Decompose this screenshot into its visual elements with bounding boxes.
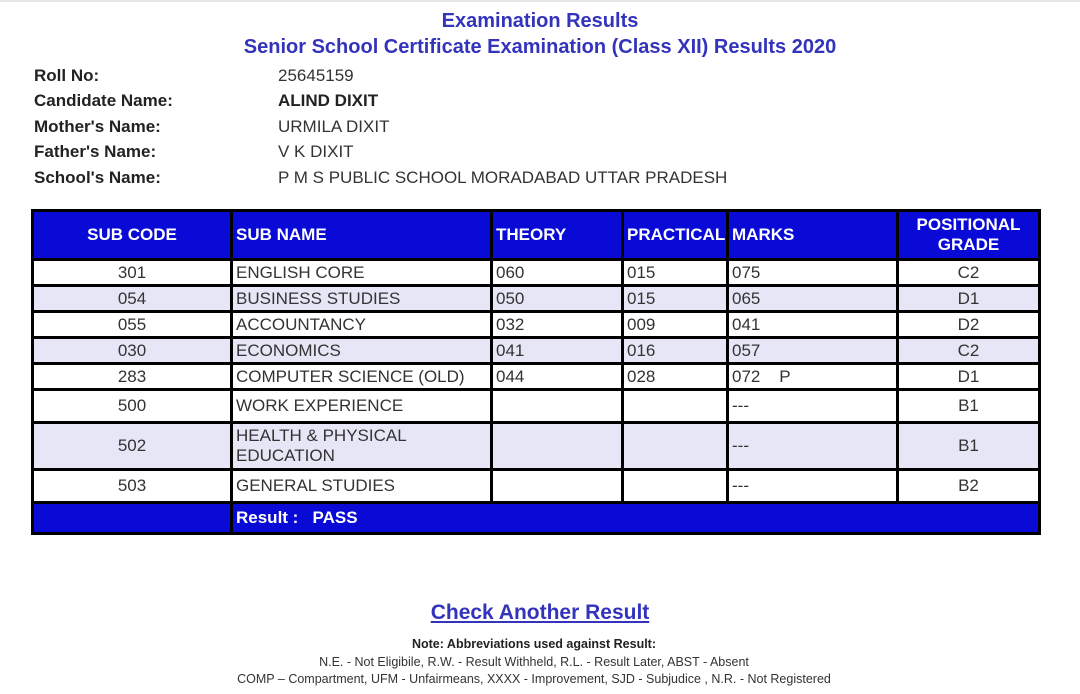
header-sub-code: SUB CODE bbox=[33, 211, 232, 260]
roll-row bbox=[34, 63, 727, 89]
theory bbox=[492, 423, 623, 470]
sub-code: 503 bbox=[33, 470, 232, 503]
theory: 060 bbox=[492, 260, 623, 286]
sub-name: WORK EXPERIENCE bbox=[232, 390, 492, 423]
grade: B1 bbox=[898, 390, 1040, 423]
table-row bbox=[33, 260, 1040, 286]
sub-name: ENGLISH CORE bbox=[232, 260, 492, 286]
roll-label: Roll No: bbox=[34, 65, 100, 85]
marks: 057 bbox=[728, 338, 898, 364]
notes-heading: Note: Abbreviations used against Result: bbox=[411, 637, 657, 651]
school-name-row bbox=[34, 165, 727, 191]
result-row bbox=[33, 503, 1040, 534]
table-row bbox=[33, 423, 1040, 470]
practical bbox=[623, 423, 728, 470]
result-spacer bbox=[33, 503, 232, 534]
header-theory: THEORY bbox=[492, 211, 623, 260]
table-row bbox=[33, 312, 1040, 338]
theory: 050 bbox=[492, 286, 623, 312]
grade: D1 bbox=[898, 364, 1040, 390]
results-header-row bbox=[33, 211, 1040, 260]
sub-name: ECONOMICS bbox=[232, 338, 492, 364]
mother-name-label: Mother's Name: bbox=[34, 116, 161, 136]
sub-code: 054 bbox=[33, 286, 232, 312]
page-subtitle: Senior School Certificate Examination (Class XII) Results 2020 bbox=[243, 36, 837, 58]
notes-line-1: N.E. - Not Eligibile, R.W. - Result Withheld, R.L. - Result Later, ABST - Absent bbox=[319, 655, 749, 669]
sub-code: 283 bbox=[33, 364, 232, 390]
father-name-row bbox=[34, 140, 727, 166]
sub-name: ACCOUNTANCY bbox=[232, 312, 492, 338]
theory bbox=[492, 470, 623, 503]
sub-name: HEALTH & PHYSICAL EDUCATION bbox=[232, 423, 492, 470]
candidate-name-value: ALIND DIXIT bbox=[278, 91, 379, 111]
grade: D2 bbox=[898, 312, 1040, 338]
roll-value: 25645159 bbox=[278, 65, 354, 85]
notes-line-2: COMP – Compartment, UFM - Unfairmeans, XXXX - Improvement, SJD - Subjudice , N.R. - Not Registered bbox=[237, 672, 831, 686]
result-status: Result : PASS bbox=[232, 503, 1040, 534]
page-title: Examination Results bbox=[441, 10, 639, 32]
table-row bbox=[33, 470, 1040, 503]
practical: 009 bbox=[623, 312, 728, 338]
table-row bbox=[33, 338, 1040, 364]
theory: 032 bbox=[492, 312, 623, 338]
header-sub-name: SUB NAME bbox=[232, 211, 492, 260]
sub-code: 301 bbox=[33, 260, 232, 286]
header-marks: MARKS bbox=[728, 211, 898, 260]
grade: B1 bbox=[898, 423, 1040, 470]
marks: --- bbox=[728, 470, 898, 503]
table-row bbox=[33, 364, 1040, 390]
sub-code: 055 bbox=[33, 312, 232, 338]
marks: 075 bbox=[728, 260, 898, 286]
father-name-label: Father's Name: bbox=[34, 142, 157, 162]
header-practical: PRACTICAL bbox=[623, 211, 728, 260]
theory: 044 bbox=[492, 364, 623, 390]
marks: 065 bbox=[728, 286, 898, 312]
mother-name-value: URMILA DIXIT bbox=[278, 116, 390, 136]
sub-code: 030 bbox=[33, 338, 232, 364]
check-another-result-link[interactable]: Check Another Result bbox=[430, 601, 650, 624]
practical bbox=[623, 470, 728, 503]
marks: --- bbox=[728, 390, 898, 423]
grade: C2 bbox=[898, 260, 1040, 286]
table-row bbox=[33, 390, 1040, 423]
sub-code: 500 bbox=[33, 390, 232, 423]
sub-name: BUSINESS STUDIES bbox=[232, 286, 492, 312]
theory bbox=[492, 390, 623, 423]
table-row bbox=[33, 286, 1040, 312]
practical bbox=[623, 390, 728, 423]
practical: 015 bbox=[623, 260, 728, 286]
candidate-name-label: Candidate Name: bbox=[34, 91, 173, 111]
candidate-info bbox=[34, 63, 727, 191]
sub-name: COMPUTER SCIENCE (OLD) bbox=[232, 364, 492, 390]
theory: 041 bbox=[492, 338, 623, 364]
sub-name: GENERAL STUDIES bbox=[232, 470, 492, 503]
sub-code: 502 bbox=[33, 423, 232, 470]
school-name-label: School's Name: bbox=[34, 167, 161, 187]
marks: 072 P bbox=[728, 364, 898, 390]
grade: C2 bbox=[898, 338, 1040, 364]
header-positional-grade: POSITIONAL GRADE bbox=[898, 211, 1040, 260]
marks: --- bbox=[728, 423, 898, 470]
practical: 016 bbox=[623, 338, 728, 364]
candidate-name-row bbox=[34, 89, 727, 115]
practical: 015 bbox=[623, 286, 728, 312]
top-divider bbox=[0, 0, 1080, 2]
marks: 041 bbox=[728, 312, 898, 338]
school-name-value: P M S PUBLIC SCHOOL MORADABAD UTTAR PRADESH bbox=[278, 167, 728, 187]
grade: D1 bbox=[898, 286, 1040, 312]
mother-name-row bbox=[34, 114, 727, 140]
practical: 028 bbox=[623, 364, 728, 390]
results-table bbox=[31, 209, 1041, 535]
grade: B2 bbox=[898, 470, 1040, 503]
father-name-value: V K DIXIT bbox=[278, 142, 354, 162]
